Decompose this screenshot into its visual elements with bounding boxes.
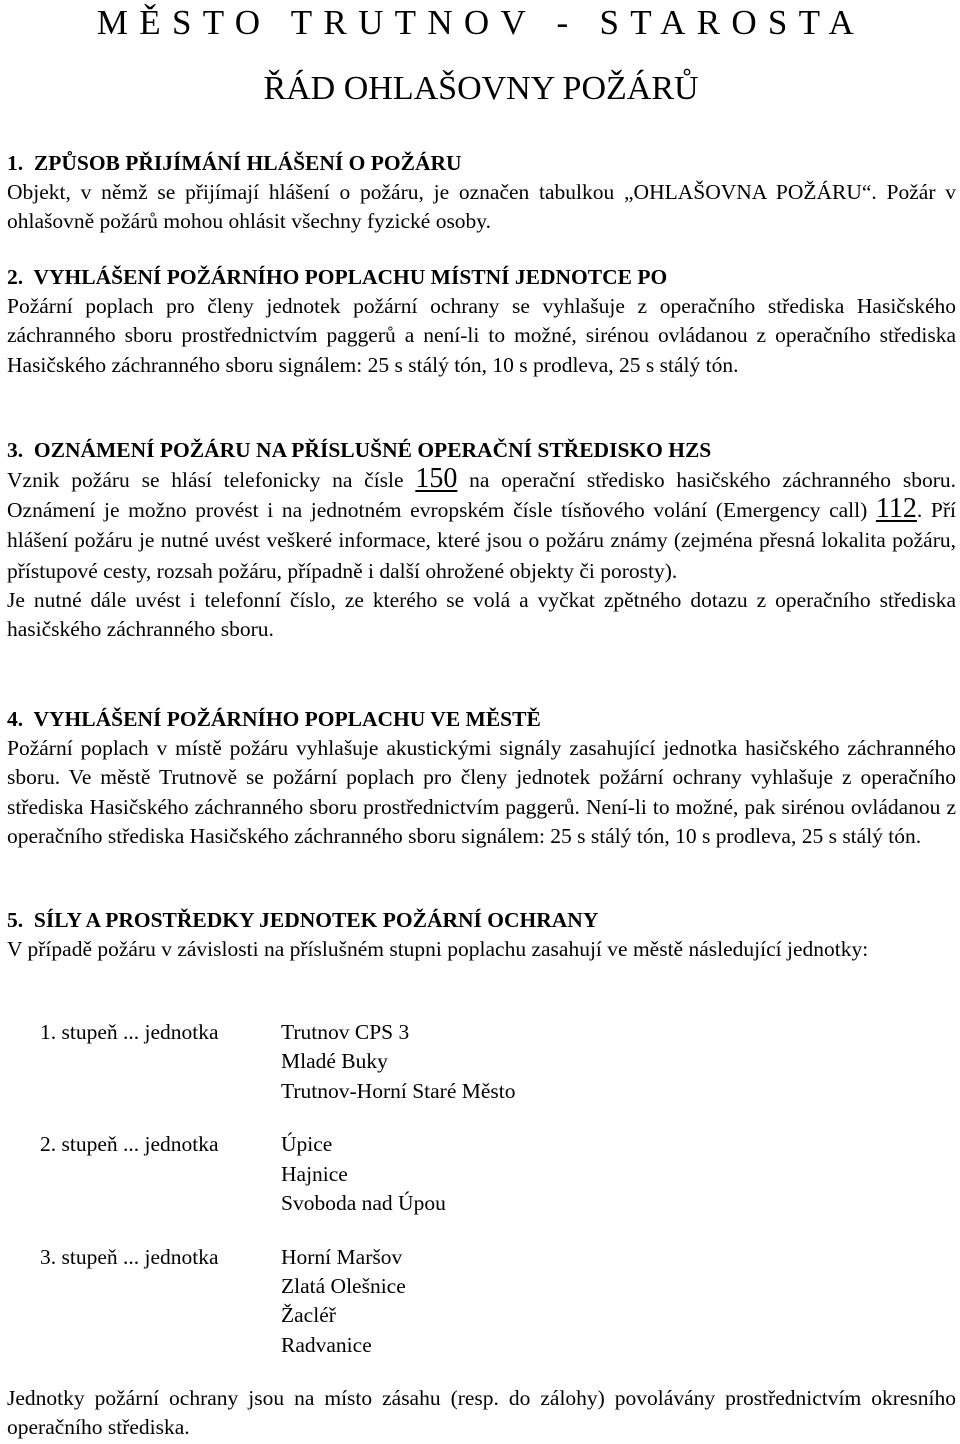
unit-item: Zlatá Olešnice	[281, 1274, 406, 1299]
section-4-number: 4.	[7, 707, 24, 731]
unit-item: Úpice	[281, 1132, 333, 1157]
unit-item: Horní Maršov	[281, 1244, 403, 1269]
unit-item: Žacléř	[281, 1303, 336, 1328]
section-1-text: Objekt, v němž se přijímají hlášení o požáru, je označen tabulkou „OHLAŠOVNA POŽÁRU“. Požár v ohlašovně požárů mohou ohlásit všechny fyzické osoby.	[7, 180, 956, 234]
unit-group-1	[40, 1018, 740, 1106]
section-3	[7, 435, 956, 644]
section-1	[7, 148, 956, 237]
unit-item: Trutnov CPS 3	[281, 1020, 410, 1044]
section-2-number: 2.	[7, 265, 24, 289]
unit-group-label: 2. stupeň ... jednotka	[40, 1132, 219, 1157]
section-3-heading-text: OZNÁMENÍ POŽÁRU NA PŘÍSLUŠNÉ OPERAČNÍ STŘEDISKO HZS	[33, 438, 712, 462]
section-3-text	[7, 465, 956, 586]
section-2-heading-text: VYHLÁŠENÍ POŽÁRNÍHO POPLACHU MÍSTNÍ JEDNOTCE PO	[33, 265, 668, 289]
unit-item: Radvanice	[281, 1332, 372, 1357]
section-3-text-c: . Pří hlášení požáru je nutné uvést veškeré informace, které jsou o požáru známy (zejména přesná lokalita požáru, přístupové cesty, rozsah požáru, případně i další ohrožené objekty či porosty).	[7, 498, 956, 583]
unit-group-3	[40, 1243, 740, 1360]
section-1-heading	[7, 148, 956, 178]
unit-item: Svoboda nad Úpou	[281, 1190, 446, 1215]
section-4-heading-text: VYHLÁŠENÍ POŽÁRNÍHO POPLACHU VE MĚSTĚ	[33, 707, 541, 731]
section-1-heading-text: ZPŮSOB PŘIJÍMÁNÍ HLÁŠENÍ O POŽÁRU	[33, 151, 462, 175]
section-5-heading	[7, 905, 956, 935]
document-subtitle: ŘÁD OHLAŠOVNY POŽÁRŮ	[263, 70, 699, 107]
document-title: MĚSTO TRUTNOV - STAROSTA	[96, 3, 866, 42]
section-5-text: V případě požáru v závislosti na příslušném stupni poplachu zasahují ve městě následující jednotky:	[7, 937, 869, 961]
section-1-number: 1.	[7, 151, 24, 175]
section-2-heading	[7, 262, 956, 292]
unit-group-2	[40, 1130, 740, 1218]
section-3-text-b: na operační středisko hasičského záchranného sboru. Oznámení je možno provést i na jednotném evropském čísle tísňového volání (Emergency call)	[7, 468, 956, 523]
section-3-number: 3.	[7, 438, 24, 462]
section-4-text: Požární poplach v místě požáru vyhlašuje akustickými signály zasahující jednotka hasičského záchranného sboru. Ve městě Trutnově se požární poplach pro členy jednotek požární ochrany vyhlašuje z operačního střediska Hasičského záchranného sboru prostřednictvím paggerů. Není-li to možné, pak sirénou ovládanou z operačního střediska Hasičského záchranného sboru signálem: 25 s stálý tón, 10 s prodleva, 25 s stálý tón.	[7, 736, 956, 848]
unit-group-items	[281, 1130, 740, 1218]
units-list	[40, 1018, 740, 1384]
footer-text: Jednotky požární ochrany jsou na místo zásahu (resp. do zálohy) povolávány prostřednictvím okresního operačního střediska.	[7, 1386, 956, 1440]
section-3-text-d: Je nutné dále uvést i telefonní číslo, ze kterého se volá a vyčkat zpětného dotazu z operačního střediska hasičského záchranného sboru.	[7, 587, 956, 642]
section-4-heading	[7, 704, 956, 734]
section-5-number: 5.	[7, 908, 24, 932]
section-2	[7, 262, 956, 380]
unit-item: Mladé Buky	[281, 1049, 388, 1074]
unit-group-items	[281, 1243, 740, 1360]
section-5	[7, 905, 956, 964]
unit-item: Hajnice	[281, 1161, 348, 1186]
section-3-heading	[7, 435, 956, 465]
section-3-text-a: Vznik požáru se hlásí telefonicky na čísle	[7, 468, 416, 492]
section-5-heading-text: SÍLY A PROSTŘEDKY JEDNOTEK POŽÁRNÍ OCHRANY	[33, 908, 599, 932]
section-2-text: Požární poplach pro členy jednotek požární ochrany se vyhlašuje z operačního střediska Hasičského záchranného sboru prostřednictvím paggerů a není-li to možné, sirénou ovládanou z operačního střediska Hasičského záchranného sboru signálem: 25 s stálý tón, 10 s prodleva, 25 s stálý tón.	[7, 294, 956, 377]
unit-group-items	[281, 1018, 740, 1106]
unit-item: Trutnov-Horní Staré Město	[281, 1078, 516, 1103]
section-4	[7, 704, 956, 851]
unit-group-label: 3. stupeň ... jednotka	[40, 1244, 219, 1269]
fire-number: 150	[415, 463, 458, 494]
emergency-number: 112	[875, 493, 917, 525]
unit-group-label: 1. stupeň ... jednotka	[40, 1020, 219, 1044]
